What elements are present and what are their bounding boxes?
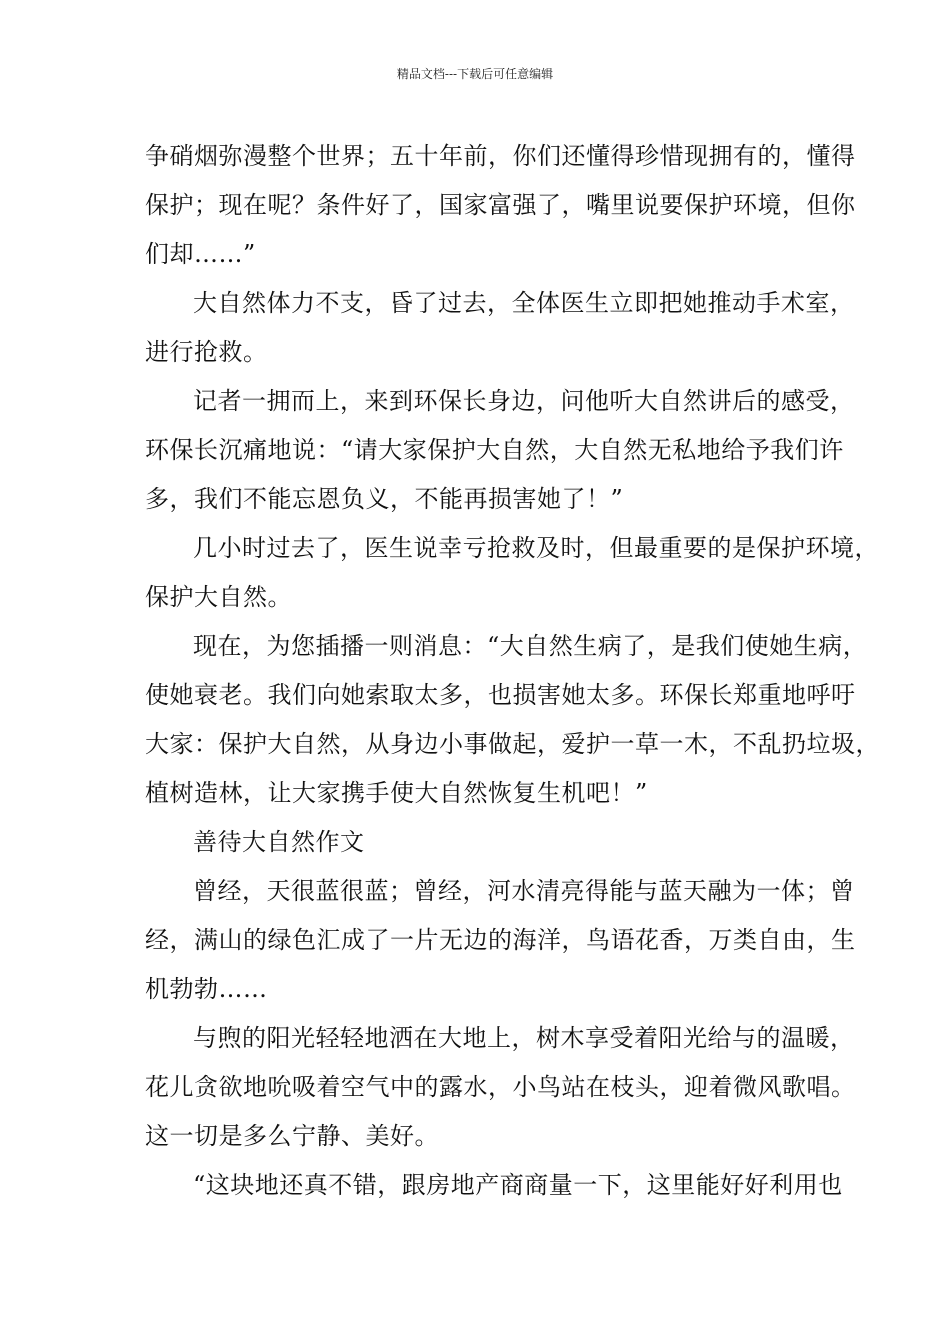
text-line: “这块地还真不错，跟房地产商商量一下，这里能好好利用也 <box>193 1171 843 1199</box>
text-line: 保护；现在呢？条件好了，国家富强了，嘴里说要保护环境，但你 <box>145 191 856 219</box>
text-line: 争硝烟弥漫整个世界；五十年前，你们还懂得珍惜现拥有的，懂得 <box>145 142 856 170</box>
text-line: 们却……” <box>145 240 256 268</box>
paragraph <box>145 132 856 279</box>
paragraph <box>145 622 880 818</box>
text-line: 机勃勃…… <box>145 975 268 1003</box>
text-line: 与煦的阳光轻轻地洒在大地上，树木享受着阳光给与的温暖， <box>193 1024 855 1052</box>
text-line: 大家：保护大自然，从身边小事做起，爱护一草一木，不乱扔垃圾， <box>145 730 880 758</box>
essay-title <box>145 818 825 867</box>
text-line: 现在，为您插播一则消息：“大自然生病了，是我们使她生病， <box>193 632 868 660</box>
paragraph <box>145 1161 843 1210</box>
text-line: 善待大自然作文 <box>193 828 365 856</box>
paragraph <box>145 279 855 377</box>
paragraph <box>145 524 879 622</box>
text-line: 花儿贪欲地吮吸着空气中的露水，小鸟站在枝头，迎着微风歌唱。 <box>145 1073 856 1101</box>
text-line: 多，我们不能忘恩负义，不能再损害她了！” <box>145 485 624 513</box>
text-line: 曾经，天很蓝很蓝；曾经，河水清亮得能与蓝天融为一体；曾 <box>193 877 855 905</box>
text-line: 使她衰老。我们向她索取太多，也损害她太多。环保长郑重地呼吁 <box>145 681 856 709</box>
paragraph <box>145 867 856 1014</box>
text-line: 保护大自然。 <box>145 583 292 611</box>
text-line: 植树造林，让大家携手使大自然恢复生机吧！” <box>145 779 648 807</box>
text-line: 进行抢救。 <box>145 338 268 366</box>
document-body <box>145 132 880 1210</box>
text-line: 经，满山的绿色汇成了一片无边的海洋，鸟语花香，万类自由，生 <box>145 926 856 954</box>
text-line: 这一切是多么宁静、美好。 <box>145 1122 439 1150</box>
paragraph <box>145 1014 856 1161</box>
text-line: 大自然体力不支，昏了过去，全体医生立即把她推动手术室， <box>193 289 855 317</box>
page-header: 精品文档---下载后可任意编辑 <box>396 67 554 81</box>
paragraph <box>145 377 855 524</box>
text-line: 记者一拥而上，来到环保长身边，问他听大自然讲后的感受， <box>193 387 855 415</box>
text-line: 几小时过去了，医生说幸亏抢救及时，但最重要的是保护环境， <box>193 534 879 562</box>
text-line: 环保长沉痛地说：“请大家保护大自然，大自然无私地给予我们许 <box>145 436 844 464</box>
